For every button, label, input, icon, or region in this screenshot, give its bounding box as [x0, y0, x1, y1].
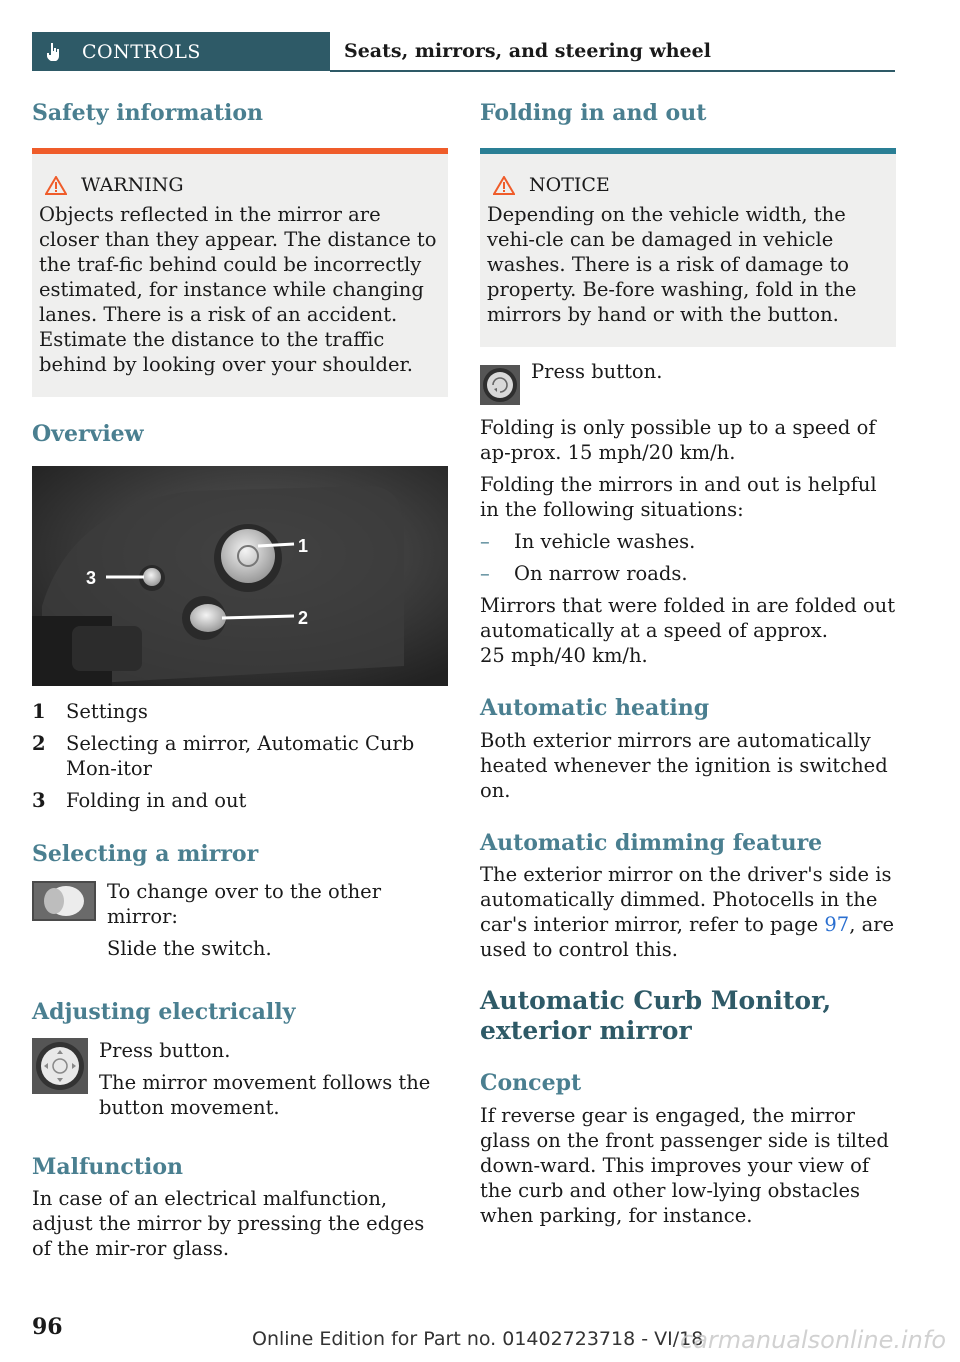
malfunction-text: In case of an electrical malfunction, adjust the mirror by pressing the edges of the mir-ror glass.: [32, 1186, 425, 1260]
notice-text: Depending on the vehicle width, the vehi-cle can be damaged in vehicle washes. There is a risk of damage to property. Be-fore washing, fold in the mirrors by hand or with the button.: [487, 203, 857, 327]
section-title: CONTROLS: [82, 40, 201, 63]
list-item: – In vehicle washes.: [480, 530, 696, 554]
callout-2: 2: [298, 607, 309, 628]
list-item: 2 Selecting a mirror, Automatic Curb Mon-itor: [32, 731, 415, 780]
heating-text: Both exterior mirrors are automatically heated whenever the ignition is switched on.: [480, 728, 888, 802]
warning-text: Objects reflected in the mirror are closer than they appear. The distance to the traf-fic behind could be incorrectly estimated, for instance while changing lanes. There is a risk of an accident. Estimate the distance to the traffic behind by looking over your shoulder.: [39, 203, 437, 377]
page-header: [32, 32, 895, 72]
concept-heading: Concept: [480, 1070, 582, 1097]
folding-auto-text: Mirrors that were folded in are folded out automatically at a speed of approx. 25 mph/40 km/h.: [480, 594, 896, 668]
callout-1: 1: [298, 535, 309, 556]
page-number: 96: [32, 1314, 63, 1340]
mirror-controls-photo: [32, 466, 448, 686]
fold-button-icon: [480, 365, 520, 405]
overview-legend: [32, 699, 448, 813]
select-mirror-heading: Selecting a mirror: [32, 840, 259, 867]
overview-heading: Overview: [32, 421, 144, 448]
heating-heading: Automatic heating: [480, 695, 710, 722]
press-button-text: Press button.: [531, 360, 663, 384]
left-column: [32, 100, 448, 1261]
mirror-select-switch-icon: [32, 881, 96, 921]
folding-heading: Folding in and out: [480, 100, 707, 126]
adjust-heading: Adjusting electrically: [32, 999, 296, 1026]
callout-3: 3: [86, 567, 97, 588]
select-instruction: To change over to the other mirror:: [107, 880, 382, 929]
dimming-heading: Automatic dimming feature: [480, 829, 823, 856]
warning-triangle-icon: [45, 176, 67, 195]
folding-speed-text: Folding is only possible up to a speed of ap-prox. 15 mph/20 km/h.: [480, 416, 876, 465]
list-item: 1 Settings: [32, 699, 148, 723]
notice-box: [480, 148, 896, 347]
warning-box: [32, 148, 448, 397]
list-item: – On narrow roads.: [480, 562, 688, 586]
curb-monitor-heading: Automatic Curb Monitor, exterior mirror: [480, 986, 832, 1046]
section-tab: [32, 32, 330, 71]
right-column: [480, 100, 896, 1228]
edition-footer: Online Edition for Part no. 01402723718 - VI/18: [252, 1328, 704, 1350]
adjust-knob-icon: [32, 1038, 88, 1094]
list-item: 3 Folding in and out: [32, 788, 247, 812]
malfunction-heading: Malfunction: [32, 1153, 184, 1180]
select-action: Slide the switch.: [107, 937, 272, 961]
adjust-description: The mirror movement follows the button movement.: [99, 1070, 431, 1119]
notice-triangle-icon: [493, 176, 515, 195]
safety-heading: Safety information: [32, 100, 264, 126]
adjust-instruction: Press button.: [99, 1038, 231, 1062]
notice-label: NOTICE: [529, 174, 610, 197]
concept-text: If reverse gear is engaged, the mirror glass on the front passenger side is tilted down-ward. This improves your view of the curb and other low-lying obstacles when parking, for instance.: [480, 1103, 889, 1227]
page-97-link[interactable]: 97: [824, 913, 850, 937]
dimming-text: The exterior mirror on the driver's side is automatically dimmed. Photocells in the car's interior mirror, refer to page 97, are used to control this.: [480, 863, 895, 962]
hand-pointer-icon: [46, 42, 60, 62]
folding-situations-text: Folding the mirrors in and out is helpful in the following situations:: [480, 473, 877, 522]
warning-label: WARNING: [81, 174, 184, 197]
chapter-title: Seats, mirrors, and steering wheel: [330, 32, 895, 72]
site-watermark: carmanualsonline.info: [680, 1326, 947, 1354]
